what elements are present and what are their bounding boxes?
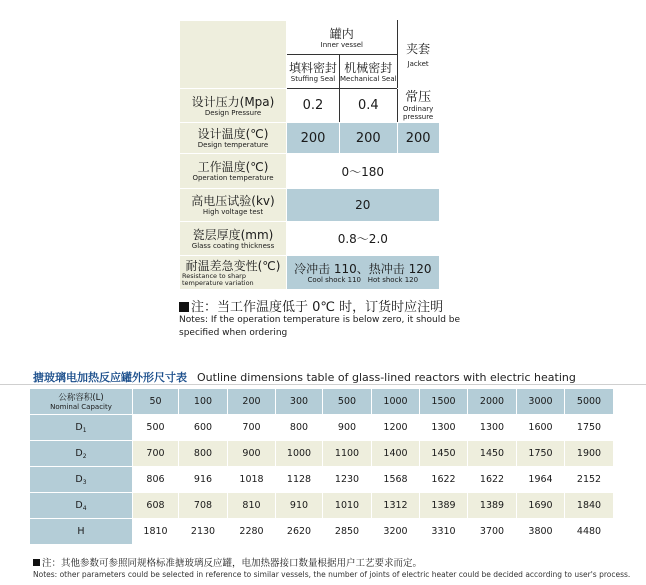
label-en: Design temperature xyxy=(197,141,269,149)
dimension-cell: 1389 xyxy=(420,493,468,519)
dimension-cell: 1840 xyxy=(565,493,614,519)
dimension-cell: 1230 xyxy=(323,467,372,493)
dimension-cell: 700 xyxy=(228,415,276,441)
spec-row-label xyxy=(180,256,287,290)
spec-row-operation-temperature xyxy=(180,154,440,189)
dimension-cell: 1200 xyxy=(372,415,420,441)
dimension-cell: 1622 xyxy=(468,467,517,493)
dimension-cell: 3700 xyxy=(468,519,517,545)
square-bullet-icon xyxy=(33,559,40,566)
glass-coating-value: 0.8～2.0 xyxy=(287,222,440,256)
spec-row-label xyxy=(180,189,287,222)
dimension-cell: 1018 xyxy=(228,467,276,493)
dimension-row-label xyxy=(30,415,133,441)
label-zh: 耐温差急变性(℃) xyxy=(185,258,281,273)
jacket-pressure-zh: 常压 xyxy=(405,89,432,105)
dimension-cell: 1300 xyxy=(420,415,468,441)
row-label-text: D xyxy=(75,499,83,511)
label-en: High voltage test xyxy=(202,208,264,216)
title-zh: 搪玻璃电加热反应罐外形尺寸表 xyxy=(33,371,187,384)
dimension-cell: 1100 xyxy=(323,441,372,467)
inner-vessel-header xyxy=(287,21,398,55)
capacity-cell: 300 xyxy=(276,389,323,415)
dimension-cell: 1568 xyxy=(372,467,420,493)
dimension-cell: 1450 xyxy=(468,441,517,467)
spec-row-design-pressure xyxy=(180,89,440,123)
resistance-value xyxy=(287,256,440,290)
dimension-cell: 4480 xyxy=(565,519,614,545)
high-voltage-value: 20 xyxy=(287,189,440,222)
capacity-en: Nominal Capacity xyxy=(50,402,112,411)
row-label-subscript: 2 xyxy=(82,452,87,460)
dimension-row-label xyxy=(30,493,133,519)
dimension-cell: 916 xyxy=(179,467,228,493)
capacity-cell: 200 xyxy=(228,389,276,415)
dimension-table xyxy=(29,388,614,545)
operation-temp-value: 0～180 xyxy=(287,154,440,189)
mechanical-seal-zh: 机械密封 xyxy=(344,60,393,75)
dimension-cell: 1000 xyxy=(276,441,323,467)
dimension-cell: 810 xyxy=(228,493,276,519)
dimension-cell: 1400 xyxy=(372,441,420,467)
dimension-cell: 2280 xyxy=(228,519,276,545)
dimension-cell: 1450 xyxy=(420,441,468,467)
cool-shock-en: Cool shock 110 xyxy=(307,275,362,284)
mechanical-seal-en: Mechanical Seal xyxy=(340,74,397,83)
capacity-cell: 1500 xyxy=(420,389,468,415)
capacity-zh: 公称容积(L) xyxy=(58,392,104,403)
spec-row-label xyxy=(180,154,287,189)
note2-en: Notes: other parameters could be selected in reference to similar vessels, the number of joints of electric heater could be decided according to user's process. xyxy=(33,570,631,579)
inner-vessel-en: Inner vessel xyxy=(320,40,363,49)
label-zh: 设计压力(Mpa) xyxy=(191,94,275,109)
row-label-text: D xyxy=(75,421,83,433)
design-pressure-mechanical: 0.4 xyxy=(340,89,398,123)
row-label-text: H xyxy=(77,525,85,537)
dimension-table-title xyxy=(33,366,576,385)
spec-table xyxy=(179,20,440,290)
dimension-row xyxy=(30,519,614,545)
label-zh: 瓷层厚度(mm) xyxy=(192,227,274,242)
dimension-row xyxy=(30,467,614,493)
dimension-cell: 2130 xyxy=(179,519,228,545)
dimension-cell: 1810 xyxy=(133,519,179,545)
dimension-cell: 2152 xyxy=(565,467,614,493)
capacity-cell: 3000 xyxy=(517,389,565,415)
resistance-value-zh: 冷冲击 110、热冲击 120 xyxy=(294,261,432,276)
dimension-cell: 1690 xyxy=(517,493,565,519)
row-label-text: D xyxy=(75,473,83,485)
dimension-row-label xyxy=(30,467,133,493)
hot-shock-en: Hot shock 120 xyxy=(367,275,419,284)
spec-row-glass-coating xyxy=(180,222,440,256)
dimension-cell: 1750 xyxy=(565,415,614,441)
dimension-row-label xyxy=(30,441,133,467)
spec-row-high-voltage xyxy=(180,189,440,222)
spec-row-label xyxy=(180,123,287,154)
design-temp-mechanical: 200 xyxy=(340,123,398,154)
note1-zh-text: 注：当工作温度低于 0℃ 时，订货时应注明 xyxy=(191,300,444,315)
spec-row-design-temperature xyxy=(180,123,440,154)
stuffing-seal-en: Stuffing Seal xyxy=(290,74,336,83)
dimension-cell: 910 xyxy=(276,493,323,519)
capacity-cell: 500 xyxy=(323,389,372,415)
dimension-cell: 900 xyxy=(228,441,276,467)
dimension-cell: 1312 xyxy=(372,493,420,519)
dimension-row xyxy=(30,415,614,441)
label-en: Resistance to sharp temperature variation xyxy=(182,271,254,287)
spec-row-resistance xyxy=(180,256,440,290)
capacity-cell: 50 xyxy=(133,389,179,415)
dimension-cell: 1300 xyxy=(468,415,517,441)
capacity-header-row xyxy=(30,389,614,415)
row-label-text: D xyxy=(75,447,83,459)
label-zh: 设计温度(℃) xyxy=(197,127,269,141)
dimension-row xyxy=(30,441,614,467)
dimension-cell: 700 xyxy=(133,441,179,467)
dimension-cell: 3310 xyxy=(420,519,468,545)
capacity-cell: 2000 xyxy=(468,389,517,415)
row-label-subscript: 3 xyxy=(82,478,87,486)
dimension-cell: 608 xyxy=(133,493,179,519)
dimension-row-label xyxy=(30,519,133,545)
dimension-cell: 3800 xyxy=(517,519,565,545)
stuffing-seal-zh: 填料密封 xyxy=(288,60,337,75)
jacket-en: Jacket xyxy=(407,59,429,68)
spec-row-label xyxy=(180,222,287,256)
label-en: Design Pressure xyxy=(204,108,262,117)
dimension-cell: 3200 xyxy=(372,519,420,545)
square-bullet-icon xyxy=(179,302,189,312)
dimension-cell: 2850 xyxy=(323,519,372,545)
dimension-cell: 500 xyxy=(133,415,179,441)
row-label-subscript: 1 xyxy=(82,426,87,434)
note1-zh xyxy=(179,296,443,315)
dimension-cell: 806 xyxy=(133,467,179,493)
dimension-cell: 708 xyxy=(179,493,228,519)
dimension-cell: 800 xyxy=(179,441,228,467)
mechanical-seal-header xyxy=(340,55,398,89)
dimension-cell: 900 xyxy=(323,415,372,441)
dimension-cell: 600 xyxy=(179,415,228,441)
dimension-cell: 1622 xyxy=(420,467,468,493)
capacity-cell: 5000 xyxy=(565,389,614,415)
spec-row-label xyxy=(180,89,287,123)
dimension-cell: 1128 xyxy=(276,467,323,493)
dimension-cell: 1389 xyxy=(468,493,517,519)
dimension-row xyxy=(30,493,614,519)
dimension-cell: 1900 xyxy=(565,441,614,467)
jacket-pressure-en: Ordinary pressure xyxy=(402,104,434,121)
dimension-cell: 800 xyxy=(276,415,323,441)
jacket-zh: 夹套 xyxy=(406,41,431,56)
label-en: Operation temperature xyxy=(192,174,274,182)
title-divider xyxy=(0,384,646,385)
dimension-cell: 1600 xyxy=(517,415,565,441)
capacity-label xyxy=(30,389,133,415)
dimension-cell: 1964 xyxy=(517,467,565,493)
design-pressure-jacket xyxy=(397,89,439,123)
label-zh: 高电压试验(kv) xyxy=(191,194,275,208)
spec-header-blank xyxy=(180,21,287,89)
title-en: Outline dimensions table of glass-lined reactors with electric heating xyxy=(197,371,576,384)
note1-en: Notes: If the operation temperature is below zero, it should be specified when ordering xyxy=(179,315,461,338)
note2-zh xyxy=(33,555,422,569)
dimension-cell: 1750 xyxy=(517,441,565,467)
design-temp-jacket: 200 xyxy=(397,123,439,154)
label-en: Glass coating thickness xyxy=(191,241,275,250)
jacket-header xyxy=(397,21,439,89)
capacity-cell: 100 xyxy=(179,389,228,415)
capacity-cell: 1000 xyxy=(372,389,420,415)
dimension-cell: 1010 xyxy=(323,493,372,519)
stuffing-seal-header xyxy=(287,55,340,89)
note2-zh-text: 注：其他参数可参照同规格标准搪玻璃反应罐，电加热器接口数量根据用户工艺要求而定。 xyxy=(42,558,423,569)
design-temp-stuffing: 200 xyxy=(287,123,340,154)
row-label-subscript: 4 xyxy=(82,504,87,512)
dimension-cell: 2620 xyxy=(276,519,323,545)
design-pressure-stuffing: 0.2 xyxy=(287,89,340,123)
label-zh: 工作温度(℃) xyxy=(197,160,269,174)
inner-vessel-zh: 罐内 xyxy=(329,26,354,41)
